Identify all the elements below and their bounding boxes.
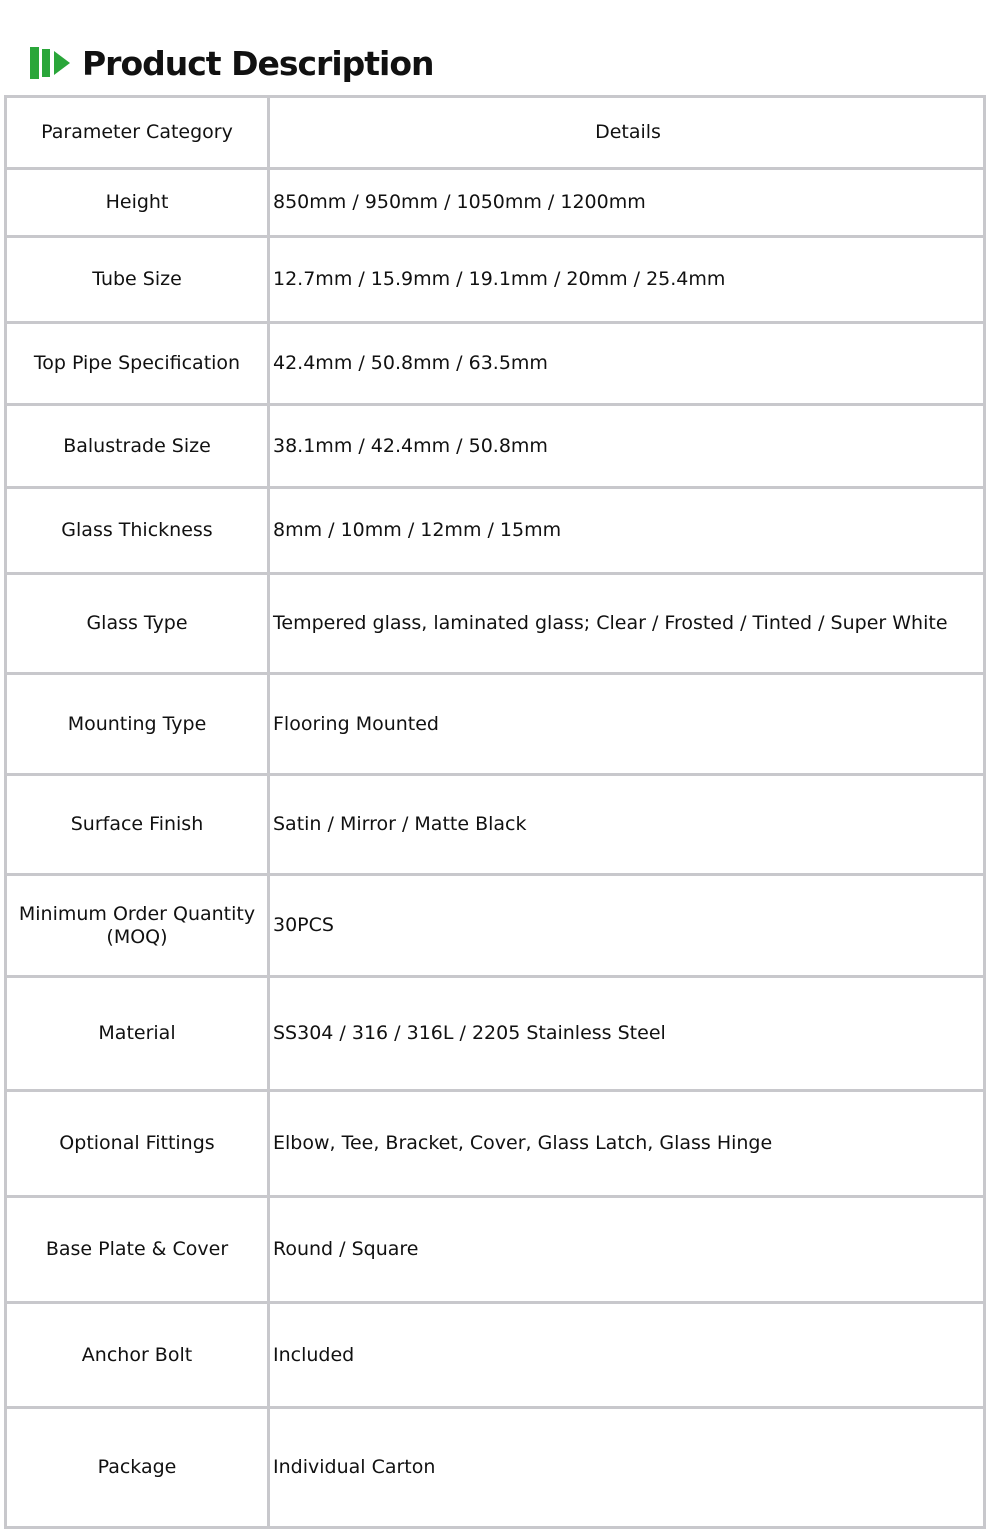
table-row: [6, 1303, 985, 1408]
row-category: Balustrade Size: [6, 405, 269, 488]
row-details: 42.4mm / 50.8mm / 63.5mm: [269, 323, 985, 405]
table-row: [6, 405, 985, 488]
row-details: SS304 / 316 / 316L / 2205 Stainless Steel: [269, 977, 985, 1091]
table-row: [6, 674, 985, 775]
row-category: Mounting Type: [6, 674, 269, 775]
table-row: [6, 323, 985, 405]
row-category: Top Pipe Specification: [6, 323, 269, 405]
table-row: [6, 237, 985, 323]
row-details: Included: [269, 1303, 985, 1408]
column-header-category: Parameter Category: [6, 97, 269, 169]
row-category: Glass Type: [6, 574, 269, 674]
row-category: Minimum Order Quantity (MOQ): [6, 875, 269, 977]
parameter-table: [4, 95, 986, 1529]
row-category: Glass Thickness: [6, 488, 269, 574]
table-row: [6, 574, 985, 674]
product-description-logo-icon: [30, 47, 72, 79]
table-row: [6, 169, 985, 237]
row-details: 12.7mm / 15.9mm / 19.1mm / 20mm / 25.4mm: [269, 237, 985, 323]
row-details: Individual Carton: [269, 1408, 985, 1528]
row-details: Flooring Mounted: [269, 674, 985, 775]
row-category: Tube Size: [6, 237, 269, 323]
row-category: Material: [6, 977, 269, 1091]
table-row: [6, 875, 985, 977]
page-title: Product Description: [82, 43, 434, 83]
row-details: Tempered glass, laminated glass; Clear / Frosted / Tinted / Super White: [269, 574, 985, 674]
row-details: Round / Square: [269, 1197, 985, 1303]
table-header-row: [6, 97, 985, 169]
column-header-details: Details: [269, 97, 985, 169]
row-category: Package: [6, 1408, 269, 1528]
table-row: [6, 977, 985, 1091]
row-details: Elbow, Tee, Bracket, Cover, Glass Latch, Glass Hinge: [269, 1091, 985, 1197]
table-row: [6, 1091, 985, 1197]
row-details: 850mm / 950mm / 1050mm / 1200mm: [269, 169, 985, 237]
table-row: [6, 1408, 985, 1528]
table-row: [6, 488, 985, 574]
row-category: Height: [6, 169, 269, 237]
row-details: 30PCS: [269, 875, 985, 977]
row-details: 38.1mm / 42.4mm / 50.8mm: [269, 405, 985, 488]
table-row: [6, 775, 985, 875]
table-row: [6, 1197, 985, 1303]
row-details: Satin / Mirror / Matte Black: [269, 775, 985, 875]
row-category: Optional Fittings: [6, 1091, 269, 1197]
section-header: [30, 38, 434, 88]
row-category: Anchor Bolt: [6, 1303, 269, 1408]
row-category: Base Plate & Cover: [6, 1197, 269, 1303]
row-category: Surface Finish: [6, 775, 269, 875]
row-details: 8mm / 10mm / 12mm / 15mm: [269, 488, 985, 574]
